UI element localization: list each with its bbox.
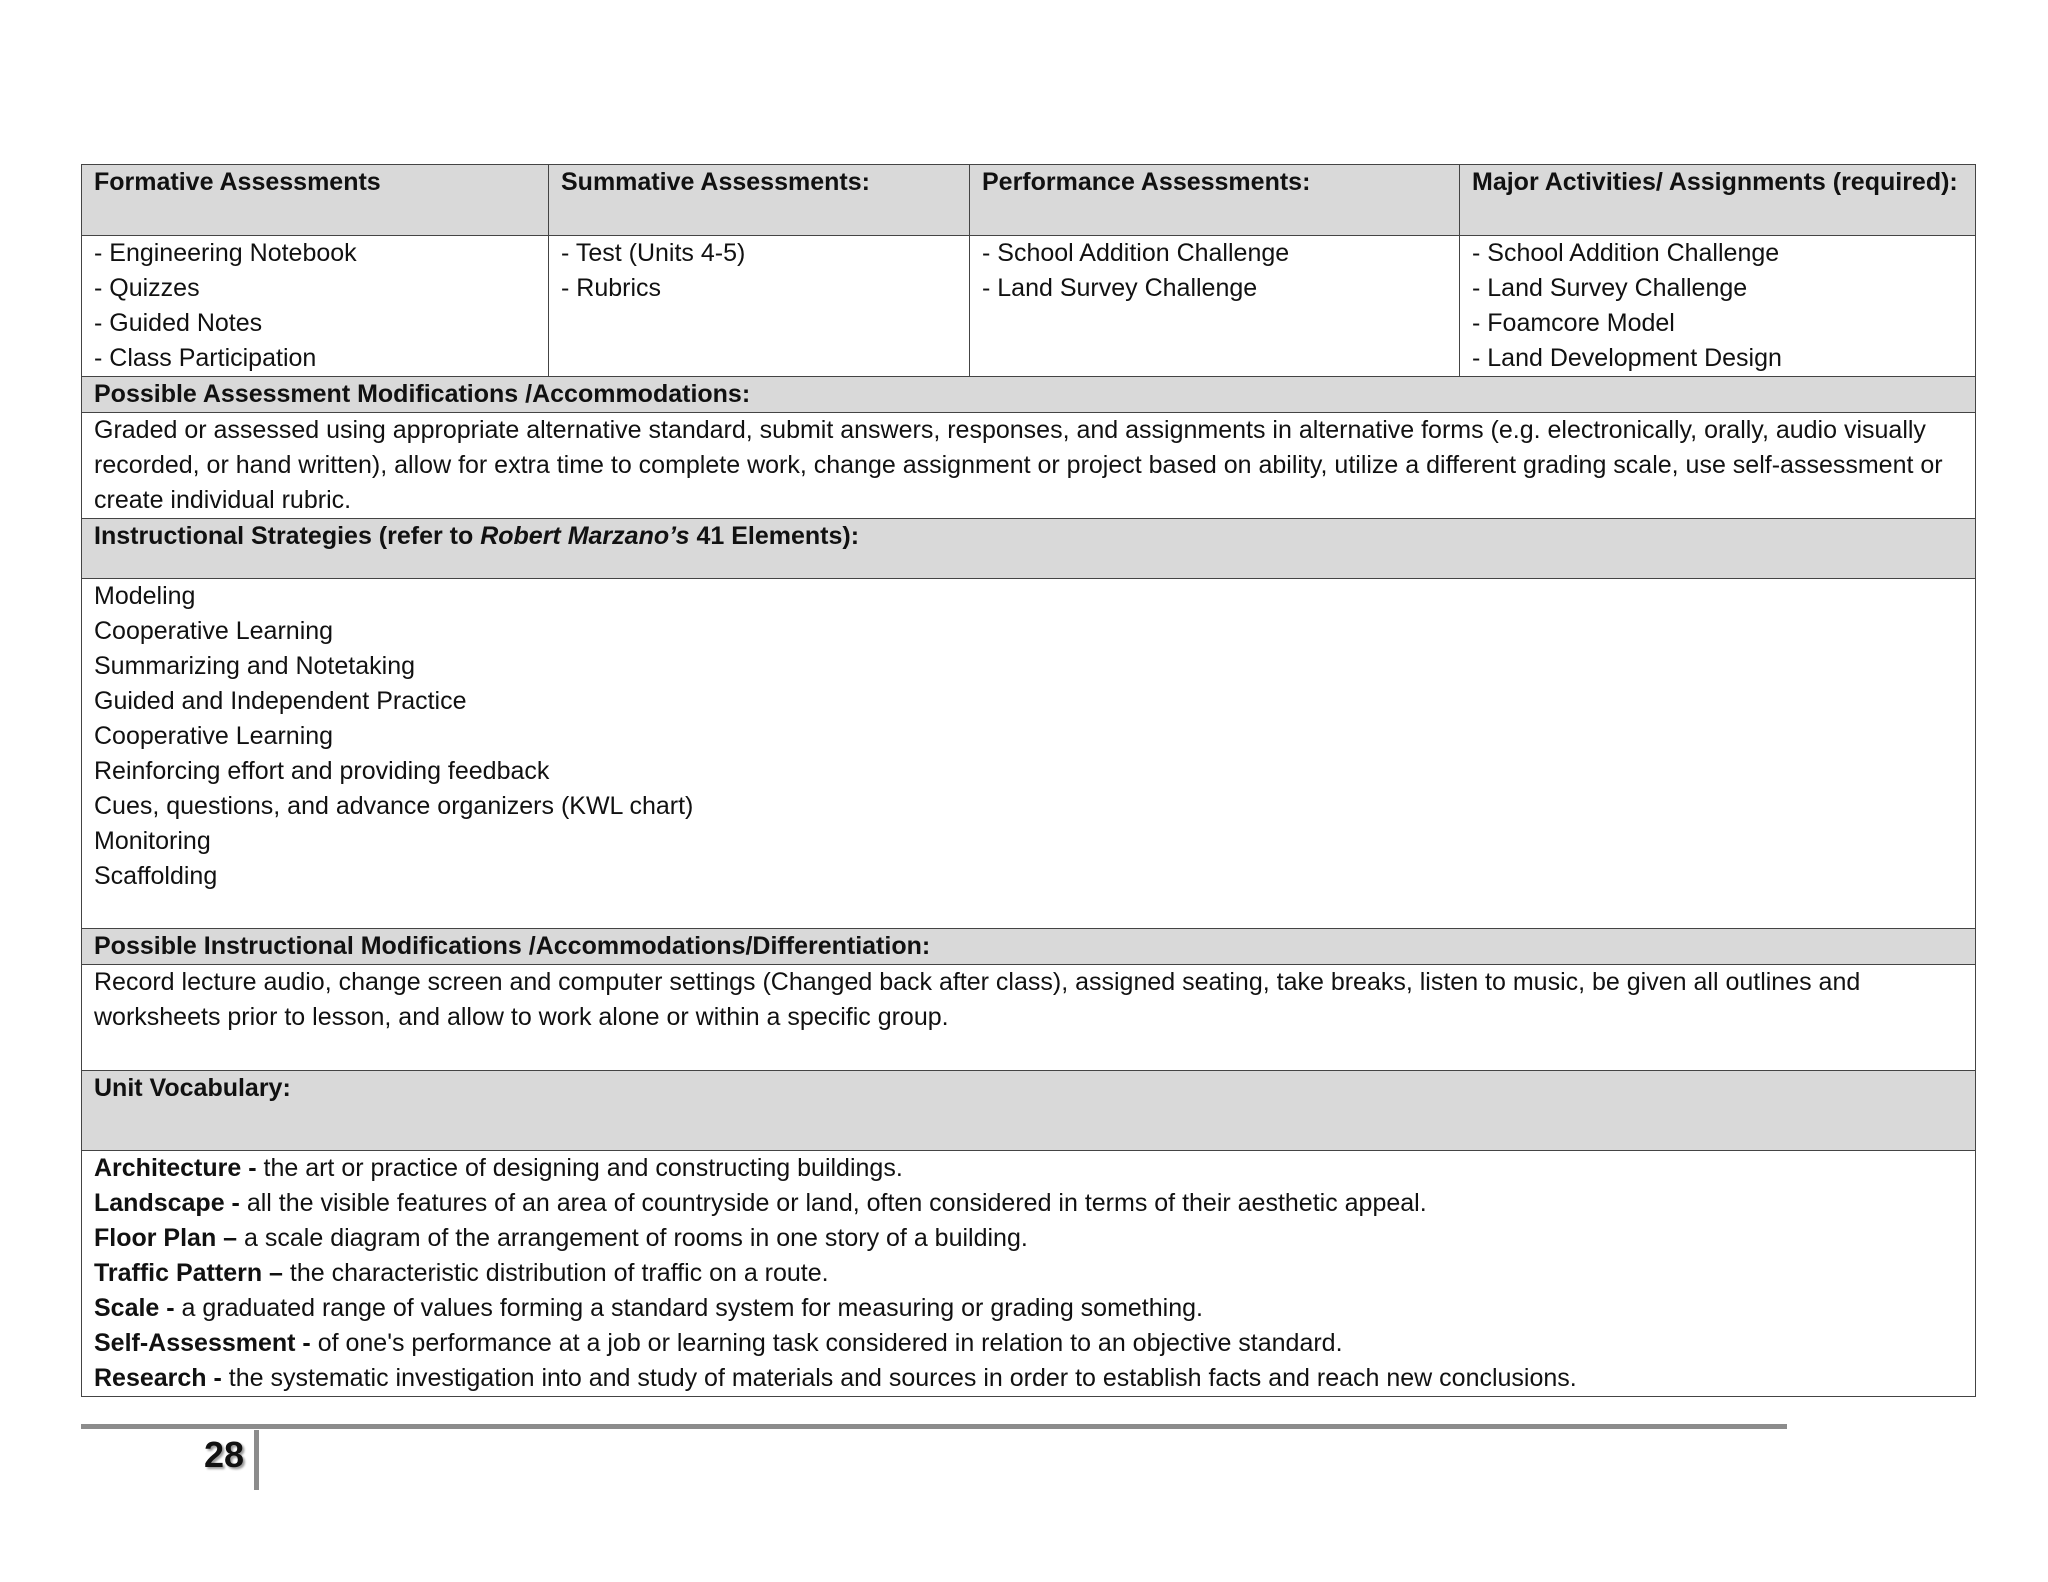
vocab-term: Scale - bbox=[94, 1294, 175, 1322]
strategies-list bbox=[82, 579, 1976, 929]
assessment-mods-row bbox=[82, 413, 1976, 519]
major-activities-header: Major Activities/ Assignments (required): bbox=[1460, 165, 1976, 236]
vocab-term: Architecture - bbox=[94, 1154, 257, 1182]
list-item: - Land Survey Challenge bbox=[1472, 274, 1748, 302]
vocab-term: Floor Plan – bbox=[94, 1224, 238, 1252]
marzano-reference: Robert Marzano’s bbox=[480, 522, 690, 550]
list-item: - Land Development Design bbox=[1472, 344, 1782, 372]
vocab-item bbox=[94, 1326, 1963, 1361]
list-item: - Guided Notes bbox=[94, 309, 263, 337]
vocab-definition: a scale diagram of the arrangement of rooms in one story of a building. bbox=[237, 1224, 1028, 1252]
vocab-definition: all the visible features of an area of countryside or land, often considered in terms of their aesthetic appeal. bbox=[239, 1189, 1427, 1217]
performance-header: Performance Assessments: bbox=[970, 165, 1460, 236]
summative-list bbox=[549, 236, 970, 377]
list-item: - Land Survey Challenge bbox=[982, 274, 1258, 302]
strategies-heading: Instructional Strategies (refer to Robert Marzano’s 41 Elements): bbox=[82, 519, 1976, 579]
vocab-term: Self-Assessment - bbox=[94, 1329, 311, 1357]
list-item: Cooperative Learning bbox=[94, 722, 334, 750]
assessment-header-row bbox=[82, 165, 1976, 236]
unit-plan-table bbox=[81, 164, 1976, 1397]
list-item: - Engineering Notebook bbox=[94, 239, 357, 267]
vocab-item bbox=[94, 1151, 1963, 1186]
vocab-definition: of one's performance at a job or learning task considered in relation to an objective standard. bbox=[310, 1329, 1343, 1357]
list-item: Cues, questions, and advance organizers (KWL chart) bbox=[94, 792, 694, 820]
formative-list bbox=[82, 236, 549, 377]
major-activities-list bbox=[1460, 236, 1976, 377]
vocab-term: Research - bbox=[94, 1364, 222, 1392]
vocab-item bbox=[94, 1291, 1963, 1326]
vocab-item bbox=[94, 1186, 1963, 1221]
list-item: Summarizing and Notetaking bbox=[94, 652, 415, 680]
list-item: - Class Participation bbox=[94, 344, 317, 372]
instructional-mods-row bbox=[82, 965, 1976, 1071]
footer-rule bbox=[81, 1424, 1787, 1429]
assessment-mods-heading: Possible Assessment Modifications /Accommodations: bbox=[82, 377, 1976, 413]
assessment-mods-cell bbox=[82, 413, 1976, 519]
page-number-divider bbox=[254, 1430, 259, 1490]
list-item: - School Addition Challenge bbox=[982, 239, 1290, 267]
strategies-row bbox=[82, 579, 1976, 929]
vocab-definition: the systematic investigation into and study of materials and sources in order to establish facts and reach new conclusions. bbox=[221, 1364, 1577, 1392]
vocab-definition: the characteristic distribution of traffic on a route. bbox=[282, 1259, 829, 1287]
strategies-heading-row bbox=[82, 519, 1976, 579]
vocabulary-list bbox=[82, 1151, 1976, 1397]
page-number: 28 bbox=[203, 1434, 244, 1475]
vocabulary-heading-row bbox=[82, 1071, 1976, 1151]
assessment-content-row bbox=[82, 236, 1976, 377]
vocab-item bbox=[94, 1221, 1963, 1256]
performance-list bbox=[970, 236, 1460, 377]
list-item: - Foamcore Model bbox=[1472, 309, 1675, 337]
instructional-mods-text: Record lecture audio, change screen and computer settings (Changed back after class), assigned seating, take breaks, listen to music, be given all outlines and worksheets prior to lesson, and allow to work alone or within a specific group. bbox=[94, 968, 1861, 1031]
list-item: Reinforcing effort and providing feedback bbox=[94, 757, 550, 785]
instructional-mods-heading: Possible Instructional Modifications /Accommodations/Differentiation: bbox=[82, 929, 1976, 965]
list-item: - Rubrics bbox=[561, 274, 662, 302]
list-item: - Test (Units 4-5) bbox=[561, 239, 746, 267]
vocabulary-row bbox=[82, 1151, 1976, 1397]
list-item: Guided and Independent Practice bbox=[94, 687, 467, 715]
list-item: - School Addition Challenge bbox=[1472, 239, 1780, 267]
vocab-item bbox=[94, 1361, 1963, 1396]
vocab-term: Traffic Pattern – bbox=[94, 1259, 283, 1287]
instructional-mods-heading-row bbox=[82, 929, 1976, 965]
assessment-mods-heading-row bbox=[82, 377, 1976, 413]
vocabulary-heading: Unit Vocabulary: bbox=[82, 1071, 1976, 1151]
vocab-term: Landscape - bbox=[94, 1189, 240, 1217]
vocab-definition: a graduated range of values forming a standard system for measuring or grading something. bbox=[174, 1294, 1203, 1322]
vocab-definition: the art or practice of designing and constructing buildings. bbox=[256, 1154, 903, 1182]
list-item: Scaffolding bbox=[94, 862, 218, 890]
assessment-mods-text: Graded or assessed using appropriate alternative standard, submit answers, responses, and assignments in alternative forms (e.g. electronically, orally, audio visually recorded, or hand written), allow for extra time to complete work, change assignment or project based on ability, utilize a different grading scale, use self-assessment or create individual rubric. bbox=[94, 416, 1943, 514]
vocab-item bbox=[94, 1256, 1963, 1291]
list-item: Modeling bbox=[94, 582, 196, 610]
formative-header: Formative Assessments bbox=[82, 165, 549, 236]
list-item: - Quizzes bbox=[94, 274, 200, 302]
instructional-mods-cell bbox=[82, 965, 1976, 1071]
summative-header: Summative Assessments: bbox=[549, 165, 970, 236]
list-item: Cooperative Learning bbox=[94, 617, 334, 645]
list-item: Monitoring bbox=[94, 827, 211, 855]
